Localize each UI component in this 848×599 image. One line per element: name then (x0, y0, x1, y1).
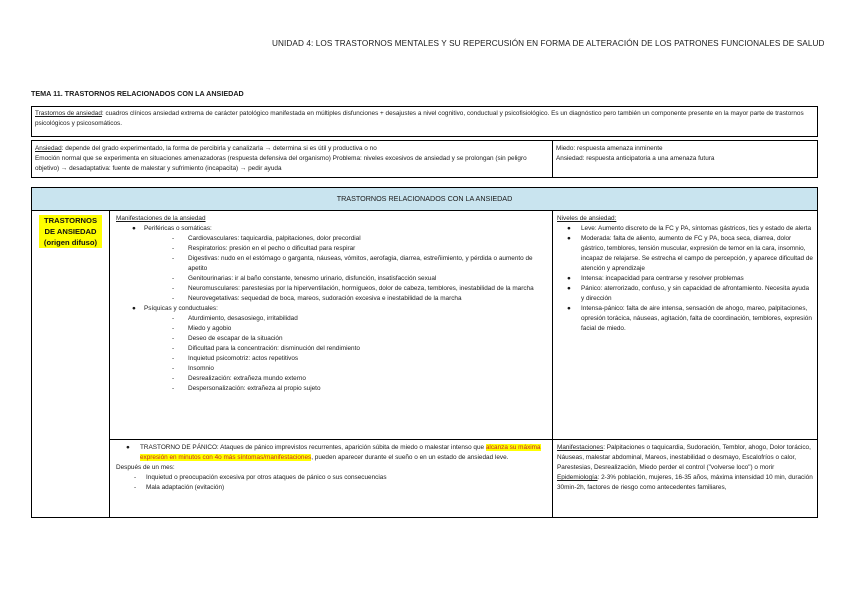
list-item: ● Intensa-pánico: falta de aire intensa, sensación de ahogo, mareo, palpitaciones, opresión torácica, náuseas, agitación, falta de coordinación, temblores, expresión facial de miedo. (557, 304, 814, 334)
levels-title: Niveles de ansiedad: (557, 215, 617, 222)
after-month-label: Después de un mes: (116, 464, 175, 471)
list-item: - Neurovegetativas: sequedad de boca, mareos, sudoración excesiva e inestabilidad de la marcha (172, 295, 462, 302)
psychic-item: Miedo y agobio (188, 325, 232, 332)
level-item: Leve: Aumento discreto de la FC y PA, síntomas gástricos, tics y estado de alerta (581, 225, 812, 232)
panic-text-end: , pueden aparecer durante el sueño o en un estado de ansiedad leve. (311, 454, 509, 461)
manifestations-label: Manifestaciones (557, 444, 604, 451)
anxiety-left-cell (32, 141, 553, 177)
list-item: - Aturdimiento, desasosiego, irritabilidad (172, 315, 298, 322)
somatic-item: Respiratorios: presión en el pecho o dificultad para respirar (188, 245, 356, 252)
list-item: ● Pánico: aterrorizado, confuso, y sin capacidad de afrontamiento. Necesita ayuda y dirección (557, 284, 814, 304)
psychic-item: Insomnio (188, 365, 214, 372)
psychic-item: Dificultad para la concentración: disminución del rendimiento (188, 345, 360, 352)
manifestations-text: : Palpitaciones o taquicardia, Sudoración, Temblor, ahogo, Dolor torácico, Náuseas, malestar abdominal, Mareos, inestabilidad o desmayo, Escalofríos o calor, Parestesias, Desrealización, Miedo perder el control ("volverse loco") o morir (557, 444, 811, 471)
anxiety-term: Ansiedad (35, 145, 62, 152)
list-item: - Miedo y agobio (172, 325, 232, 332)
panic-text: Ataques de pánico imprevistos recurrentes, aparición súbita de miedo o malestar intenso que (218, 444, 486, 451)
list-item: - Insomnio (172, 365, 214, 372)
category-label-line1: TRASTORNOS (43, 216, 98, 225)
list-item: - Digestivas: nudo en el estómago o garganta, náuseas, vómitos, aerofagia, diarrea, estreñimiento, y pérdida o aumento de apetito (116, 254, 546, 274)
somatic-item: Genitourinarias: ir al baño constante, tenesmo urinario, disfunción, insatisfacción sexual (188, 275, 437, 282)
list-item: - Desrealización: extrañeza mundo externo (172, 375, 306, 382)
definition-text: : cuadros clínicos ansiedad extrema de carácter patológico manifestada en múltiples disfunciones + desajustes a nivel cognitivo, conductual y psicofisiológico. Es un diagnóstico pero también un componente presente en la mayor parte de trastornos psicológicos y psicosomáticos. (35, 110, 804, 127)
definition-box (31, 106, 818, 137)
panic-title: TRASTORNO DE PÁNICO: (140, 444, 219, 451)
section-title: TRASTORNOS RELACIONADOS CON LA ANSIEDAD (336, 194, 513, 203)
list-item: - Despersonalización: extrañeza al propio sujeto (172, 385, 321, 392)
unit-header: UNIDAD 4: LOS TRASTORNOS MENTALES Y SU REPERCUSIÓN EN FORMA DE ALTERACIÓN DE LOS PATRONES FUNCIONALES DE SALUD (272, 39, 825, 48)
psychic-item: Inquietud psicomotriz: actos repetitivos (188, 355, 299, 362)
anxiety-definition: Ansiedad: respuesta anticipatoria a una amenaza futura (556, 155, 715, 162)
category-label-line3: (origen difuso) (43, 238, 98, 247)
epidemiology-text: : 2-3% población, mujeres, 16-35 años, máxima intensidad 10 min, duración 30min-2h, factores de riesgo como antecedentes familiares, (557, 474, 813, 491)
epidemiology-label: Epidemiología (557, 474, 598, 481)
level-item: Intensa: incapacidad para centrarse y resolver problemas (581, 275, 744, 282)
list-item: - Inquietud o preocupación excesiva por otros ataques de pánico o sus consecuencias (134, 474, 387, 481)
list-item: ● Periféricas o somáticas: (132, 225, 212, 232)
category-label (39, 215, 102, 248)
list-item: ● Psíquicas y conductuales: (132, 305, 218, 312)
panic-criterion: Mala adaptación (evitación) (146, 484, 225, 491)
panic-cell (110, 440, 553, 518)
level-item: Intensa-pánico: falta de aire intensa, sensación de ahogo, mareo, palpitaciones, opresión torácica, náuseas, agitación, falta de coordinación, temblores, expresión facial de miedo. (581, 305, 812, 332)
anxiety-box (31, 140, 818, 178)
panic-highlight: alcanza su máxima expresión en minutos con 4o más síntomas/manifestaciones (140, 444, 541, 461)
anxiety-right-cell (553, 141, 818, 177)
list-item: ● TRASTORNO DE PÁNICO: Ataques de pánico imprevistos recurrentes, aparición súbita de miedo o malestar intenso que alcanza su máxima expresión en minutos con 4o más síntomas/manifestaciones, pueden aparecer durante el sueño o en un estado de ansiedad leve. (126, 444, 541, 461)
list-item: - Respiratorios: presión en el pecho o dificultad para respirar (172, 245, 356, 252)
list-item: - Genitourinarias: ir al baño constante, tenesmo urinario, disfunción, insatisfacción sexual (172, 275, 437, 282)
definition-term: Trastornos de ansiedad (35, 110, 102, 117)
somatic-item: Neuromusculares: parestesias por la hiperventilación, hormigueos, dolor de cabeza, temblores, inestabilidad de la marcha (188, 285, 534, 292)
level-item: Moderada: falta de aliento, aumento de FC y PA, boca seca, diarrea, dolor gástrico, temblores, tensión muscular, expresión de temor en la cara, insomnio, incapaz de relajarse. Se estrecha el campo de percepción, y aparece dificultad de atención y aprendizaje (581, 235, 813, 272)
section-header (31, 187, 818, 211)
somatic-item: Digestivas: nudo en el estómago o garganta, náuseas, vómitos, aerofagia, diarrea, estreñimiento, y pérdida o aumento de apetito (188, 255, 533, 272)
list-item: - Mala adaptación (evitación) (134, 484, 225, 491)
psychic-item: Aturdimiento, desasosiego, irritabilidad (188, 315, 298, 322)
anxiety-line2: Emoción normal que se experimenta en situaciones amenazadoras (respuesta defensiva del organismo) Problema: niveles excesivos de ansiedad y se prolongan (sin peligro objetivo) → desadaptativa: fuente de malestar y sufrimiento (incapacita) → pedir ayuda (35, 155, 527, 172)
category-cell (32, 211, 110, 517)
psychic-heading: Psíquicas y conductuales: (144, 305, 218, 312)
list-item: - Dificultad para la concentración: disminución del rendimiento (172, 345, 360, 352)
category-label-line2: DE ANSIEDAD (44, 227, 97, 236)
panic-details-cell (553, 440, 818, 518)
topic-title: TEMA 11. TRASTORNOS RELACIONADOS CON LA ANSIEDAD (31, 89, 244, 98)
list-item: - Cardiovasculares: taquicardia, palpitaciones, dolor precordial (172, 235, 361, 242)
list-item: - Deseo de escapar de la situación (172, 335, 283, 342)
disorders-table (31, 211, 818, 518)
levels-cell (553, 211, 818, 440)
fear-definition: Miedo: respuesta amenaza inminente (556, 145, 663, 152)
list-item: ● Intensa: incapacidad para centrarse y resolver problemas (567, 275, 744, 282)
manifestations-cell (110, 211, 553, 440)
list-item: - Neuromusculares: parestesias por la hiperventilación, hormigueos, dolor de cabeza, temblores, inestabilidad de la marcha (172, 285, 534, 292)
peripheral-heading: Periféricas o somáticas: (144, 225, 212, 232)
list-item: - Inquietud psicomotriz: actos repetitivos (172, 355, 299, 362)
manifestations-title: Manifestaciones de la ansiedad (116, 215, 206, 222)
anxiety-line1: : depende del grado experimentado, la forma de percibirla y canalizarla → determina si es útil y productiva o no (61, 145, 377, 152)
psychic-item: Deseo de escapar de la situación (188, 335, 283, 342)
psychic-item: Despersonalización: extrañeza al propio sujeto (188, 385, 321, 392)
somatic-item: Neurovegetativas: sequedad de boca, mareos, sudoración excesiva e inestabilidad de la marcha (188, 295, 462, 302)
list-item: ● Leve: Aumento discreto de la FC y PA, síntomas gástricos, tics y estado de alerta (567, 225, 812, 232)
somatic-item: Cardiovasculares: taquicardia, palpitaciones, dolor precordial (188, 235, 361, 242)
panic-criterion: Inquietud o preocupación excesiva por otros ataques de pánico o sus consecuencias (146, 474, 387, 481)
level-item: Pánico: aterrorizado, confuso, y sin capacidad de afrontamiento. Necesita ayuda y dirección (581, 285, 810, 302)
list-item: ● Moderada: falta de aliento, aumento de FC y PA, boca seca, diarrea, dolor gástrico, temblores, tensión muscular, expresión de temor en la cara, insomnio, incapaz de relajarse. Se estrecha el campo de percepción, y aparece dificultad de atención y aprendizaje (567, 235, 813, 272)
psychic-item: Desrealización: extrañeza mundo externo (188, 375, 306, 382)
